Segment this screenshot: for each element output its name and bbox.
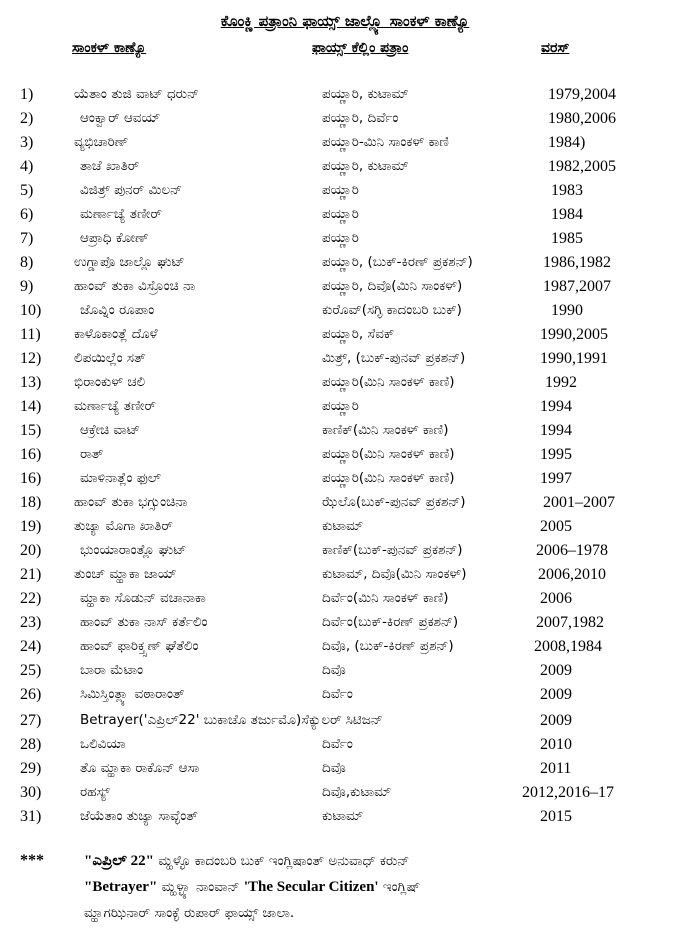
- list-item: [0, 398, 690, 420]
- item-year: 1986,1982: [543, 254, 611, 271]
- list-item: [0, 494, 690, 516]
- item-publication: ಝೆಲೊ(ಬುಕ್-ಪುನವ್ ಪ್ರಕಶನ್): [322, 494, 466, 510]
- list-item: [0, 614, 690, 636]
- note-bold-betrayer: "Betrayer": [84, 879, 158, 895]
- item-year: 2006–1978: [536, 542, 608, 559]
- note-marker: ***: [20, 852, 44, 869]
- note-text-2: ಮ್ಹಳ್ಳ್ಯಾ ನಾಂವಾನ್: [161, 879, 240, 895]
- item-year: 2001–2007: [543, 494, 615, 511]
- list-item: [0, 230, 690, 252]
- item-title: ತುಂಚ್ ಮ್ಹಾಕಾ ಜಾಯ್: [74, 566, 177, 582]
- column-header-title: ಸಾಂಕಳ್ ಕಾಣ್ಯೊ: [72, 40, 147, 56]
- item-publication: ಪಯ್ಣಾರಿ, ಸೆವಕ್: [322, 326, 395, 342]
- note-line-2: [84, 879, 420, 896]
- item-publication: ದಿರ್ವೆಂ(ಮಿನಿ ಸಾಂಕಳ್ ಕಾಣಿ): [322, 590, 449, 606]
- item-title: ಆಕ್ರೇಚಿ ವಾಟ್: [80, 422, 140, 438]
- item-publication: ಕುಟಾಮ್, ದಿವೊ(ಮಿನಿ ಸಾಂಕಳ್): [322, 566, 467, 582]
- item-number: 7): [20, 230, 34, 247]
- item-title: ತಾಚೆ ಖಾತಿರ್: [80, 158, 140, 174]
- item-number: 4): [20, 158, 34, 175]
- list-item: [0, 662, 690, 684]
- list-item: [0, 518, 690, 540]
- item-title: ಲಿಪಯಿಲ್ಲೆಂ ಸತ್: [74, 350, 146, 366]
- item-publication: ಪಯ್ಣಾರಿ(ಮಿನಿ ಸಾಂಕಳ್ ಕಾಣಿ): [322, 470, 455, 486]
- item-publication: ದಿರ್ವೆಂ: [322, 686, 353, 702]
- item-year: 1992: [545, 374, 577, 391]
- list-item: [0, 158, 690, 180]
- item-number: 22): [20, 590, 42, 607]
- item-number: 30): [20, 784, 42, 801]
- item-number: 24): [20, 638, 42, 655]
- note-line-1: [84, 852, 409, 870]
- item-number: 28): [20, 736, 42, 753]
- list-item: [0, 566, 690, 588]
- item-year: 1990,2005: [540, 326, 608, 343]
- item-title: ವಿಜಿತ್ರ್ ಪುನರ್ ಮಿಲನ್: [80, 182, 183, 198]
- item-publication: ಪಯ್ಣಾರಿ, ಕುಟಾಮ್: [322, 86, 409, 102]
- item-year: 2008,1984: [534, 638, 602, 655]
- item-title: ಜೊವ್ನಿಂ ರೂಪಾಂ: [80, 302, 155, 318]
- item-number: 13): [20, 374, 42, 391]
- list-item: [0, 278, 690, 300]
- note-line-3: [84, 905, 294, 921]
- item-title: ಕಾಳೊಕಾಂತ್ಲೆ ದೊಳೆ: [74, 326, 158, 342]
- column-header-publication: ಫಾಯ್ಸ್ ಕೆಲ್ಲಿಂ ಪತ್ರಾಂ: [312, 40, 409, 56]
- item-title: Betrayer('ಎಪ್ರಿಲ್22' ಬುಕಾಚೊ ತರ್ಜುಮೊ)ಸೆಕ್ಯುಲರ್ ಸಿಟಿಜನ್: [80, 712, 383, 728]
- item-year: 1994: [540, 398, 572, 415]
- item-number: 8): [20, 254, 34, 271]
- item-publication: ಪಯ್ಣಾರಿ, ಕುಟಾಮ್: [322, 158, 409, 174]
- item-title: ಹಾಂವ್ ತುಕಾ ನಾಸ್ ಕರ್ತೆಲಿಂ: [80, 614, 208, 630]
- item-publication: ಪಯ್ಣಾರಿ-ಮಿನಿ ಸಾಂಕಳ್ ಕಾಣಿ: [322, 134, 449, 150]
- item-year: 2015: [540, 808, 572, 825]
- item-year: 2006,2010: [538, 566, 606, 583]
- item-publication: ದಿವೊ,ಕುಟಾಮ್: [322, 784, 392, 800]
- item-publication: ಪಯ್ಣಾರಿ: [322, 230, 359, 246]
- item-title: ತುಜ್ಯಾ ಮೊಗಾ ಖಾತಿರ್: [74, 518, 173, 534]
- item-title: ಆಂಕ್ವಾರ್ ಆವಯ್: [80, 110, 161, 126]
- item-number: 6): [20, 206, 34, 223]
- note-bold-april22: "ಎಪ್ರಿಲ್ 22": [84, 853, 154, 869]
- item-number: 3): [20, 134, 34, 151]
- item-title: ಬಾರಾ ಮೆಟಾಂ: [80, 662, 144, 678]
- item-year: 1979,2004: [548, 86, 616, 103]
- item-year: 1995: [540, 446, 572, 463]
- list-item: [0, 470, 690, 492]
- item-title: ವ್ಯಭಿಚಾರಿಣ್: [74, 134, 129, 150]
- item-number: 15): [20, 422, 42, 439]
- item-year: 2012,2016–17: [522, 784, 614, 801]
- item-publication: ಪಯ್ಣಾರಿ(ಮಿನಿ ಸಾಂಕಳ್ ಕಾಣಿ): [322, 446, 455, 462]
- item-number: 23): [20, 614, 42, 631]
- item-year: 2009: [540, 662, 572, 679]
- item-title: ಯೆತಾಂ ತುಜಿ ವಾಟ್ ಧರುನ್: [74, 86, 199, 102]
- list-item: [0, 326, 690, 348]
- item-publication: ದಿವೊ, (ಬುಕ್-ಕಿರಣ್ ಪ್ರಶನ್): [322, 638, 454, 654]
- item-number: 31): [20, 808, 42, 825]
- item-title: ಒಲಿವಿಯಾ: [80, 736, 126, 752]
- note-text-3: ಇಂಗ್ಲಿಷ್: [382, 879, 421, 895]
- item-title: ರಹಸ್ಯ್: [80, 784, 110, 800]
- item-title: ಮ್ಹಾಕಾ ಸೊಡುನ್ ವಚಾನಾಕಾ: [80, 590, 206, 606]
- item-number: 20): [20, 542, 42, 559]
- document-title: ಕೊಂಕ್ಣಿ ಪತ್ರಾಂನಿ ಫಾಯ್ಸ್ ಜಾಲ್ಲ್ಯೊ ಸಾಂಕಳ್ ಕಾಣ್ಯೊ: [220, 12, 470, 30]
- item-title: ಹಾಂವ್ ತುಕಾ ಭಗ್ಸುಂಚಿನಾ: [74, 494, 188, 510]
- item-publication: ಕುಟಾಮ್: [322, 808, 364, 824]
- list-item: [0, 446, 690, 468]
- item-title: ಮಾಳಿನಾತ್ಲೆಂ ಫುಲ್: [80, 470, 161, 486]
- list-item: [0, 422, 690, 444]
- list-item: [0, 254, 690, 276]
- item-year: 2009: [540, 712, 572, 729]
- item-number: 19): [20, 518, 42, 535]
- item-number: 29): [20, 760, 42, 777]
- item-year: 1990: [551, 302, 583, 319]
- item-number: 10): [20, 302, 42, 319]
- item-publication: ಮಿತ್ರ್, (ಬುಕ್-ಪುನವ್ ಪ್ರಕಶನ್): [322, 350, 466, 366]
- item-title: ಜೆಯೆತಾಂ ತುಜ್ಯಾ ಸಾವ್ಳೆಂತ್: [80, 808, 198, 824]
- item-year: 1985: [551, 230, 583, 247]
- list-item: [0, 302, 690, 324]
- item-title: ಆಪ್ರಾಧಿ ಕೋಣ್: [80, 230, 149, 246]
- item-title: ಹಾಂವ್ ಫಾರಿಕ್ತ್ಸಣ್ ಘೆತೆಲಿಂ: [80, 638, 199, 654]
- item-number: 25): [20, 662, 42, 679]
- item-title: ಮರ್ಣಾಚ್ಯೆ ತಣೀರ್: [80, 206, 162, 222]
- item-title: ಭುಂಯಾರಾಂತ್ಲೊ ಘುಟ್: [80, 542, 187, 558]
- item-year: 1984): [548, 134, 586, 151]
- item-publication: ಕುಟಾಮ್: [322, 518, 364, 534]
- item-publication: ಪಯ್ಣಾರಿ, ದಿವೊ(ಮಿನಿ ಸಾಂಕಳ್): [322, 278, 463, 294]
- item-title: ತೊ ಮ್ಹಾಕಾ ರಾಕೊನ್ ಆಸಾ: [80, 760, 200, 776]
- item-publication: ಪಯ್ಣಾರಿ, ದಿರ್ವೆಂ: [322, 110, 399, 126]
- item-number: 1): [20, 86, 34, 103]
- note-text-4: ಮ್ಹಾಗಝಿನಾರ್ ಸಾಂಕ್ಳೆ ರುಪಾರ್ ಫಾಯ್ಸ್ ಜಾಲಾ.: [84, 905, 295, 921]
- item-year: 2005: [540, 518, 572, 535]
- item-publication: ದಿರ್ವೆಂ: [322, 736, 353, 752]
- list-item: [0, 542, 690, 564]
- item-title: ಮರ್ಣಾಚ್ಯೆ ತಣೀರ್: [74, 398, 156, 414]
- item-year: 2007,1982: [536, 614, 604, 631]
- list-item: [0, 736, 690, 758]
- item-year: 1983: [551, 182, 583, 199]
- list-item: [0, 590, 690, 612]
- item-publication: ಕಾಣಿಕ್(ಬುಕ್-ಪುನವ್ ಪ್ರಕಶನ್): [322, 542, 463, 558]
- item-number: 26): [20, 686, 42, 703]
- item-year: 2009: [540, 686, 572, 703]
- item-publication: ದಿರ್ವೆಂ(ಬುಕ್-ಕಿರಣ್ ಪ್ರಕಶನ್): [322, 614, 459, 630]
- list-item: [0, 686, 690, 708]
- item-publication: ಪಯ್ಣಾರಿ: [322, 182, 359, 198]
- column-header-year: ವರಸ್: [541, 40, 570, 56]
- item-number: 2): [20, 110, 34, 127]
- item-publication: ಪಯ್ಣಾರಿ: [322, 398, 359, 414]
- item-year: 1990,1991: [540, 350, 608, 367]
- list-item: [0, 110, 690, 132]
- item-title: ರಾತ್: [80, 446, 104, 462]
- item-number: 16): [20, 446, 42, 463]
- note-text-1: ಮ್ಹಳ್ಳೊ ಕಾದಂಬರಿ ಬುಕ್ ಇಂಗ್ಲಿಷಾಂತ್ ಅನುವಾಧ್ ಕರುನ್: [158, 853, 410, 869]
- item-number: 11): [20, 326, 41, 343]
- item-number: 9): [20, 278, 34, 295]
- list-item: [0, 374, 690, 396]
- item-number: 21): [20, 566, 42, 583]
- item-number: 14): [20, 398, 42, 415]
- item-year: 2006: [540, 590, 572, 607]
- item-publication: ಕುರೊವ್(ಸಗ್ಳಿ ಕಾದಂಬರಿ ಬುಕ್): [322, 302, 462, 318]
- item-year: 1984: [551, 206, 583, 223]
- list-item: [0, 182, 690, 204]
- item-title: ಸಿಮಿಸ್ತಿಂತ್ಲ್ಯಾ ವಠಾರಾಂತ್: [80, 686, 185, 702]
- item-publication: ಕಾಣಿಕ್(ಮಿನಿ ಸಾಂಕಳ್ ಕಾಣಿ): [322, 422, 449, 438]
- item-title: ಹಾಂವ್ ತುಕಾ ವಿಸ್ರೊಂಚಿ ನಾ: [74, 278, 196, 294]
- item-publication: ಪಯ್ಣಾರಿ(ಮಿನಿ ಸಾಂಕಳ್ ಕಾಣಿ): [322, 374, 455, 390]
- item-number: 18): [20, 494, 42, 511]
- item-publication: ದಿವೊ: [322, 662, 346, 678]
- list-item: [0, 134, 690, 156]
- item-year: 1980,2006: [548, 110, 616, 127]
- list-item: [0, 712, 690, 734]
- item-number: 12): [20, 350, 42, 367]
- item-title: ಉಗ್ಡಾಪೊ ಜಾಲ್ಲೊ ಘುಟ್: [74, 254, 185, 270]
- item-number: 5): [20, 182, 34, 199]
- list-item: [0, 638, 690, 660]
- list-item: [0, 350, 690, 372]
- list-item: [0, 206, 690, 228]
- item-publication: ದಿವೊ: [322, 760, 346, 776]
- list-item: [0, 784, 690, 806]
- list-item: [0, 760, 690, 782]
- item-year: 1997: [540, 470, 572, 487]
- note-bold-secular-citizen: 'The Secular Citizen': [243, 879, 379, 895]
- item-publication: ಪಯ್ಣಾರಿ, (ಬುಕ್-ಕಿರಣ್ ಪ್ರಕಶನ್): [322, 254, 473, 270]
- list-item: [0, 86, 690, 108]
- item-year: 2011: [540, 760, 572, 777]
- item-year: 1987,2007: [543, 278, 611, 295]
- item-number: 27): [20, 712, 42, 729]
- item-publication: ಪಯ್ಣಾರಿ: [322, 206, 359, 222]
- item-title: ಭಿರಾಂಕುಳ್ ಚಲಿ: [74, 374, 146, 390]
- list-item: [0, 808, 690, 830]
- item-number: 16): [20, 470, 42, 487]
- item-year: 1994: [540, 422, 572, 439]
- item-year: 2010: [540, 736, 572, 753]
- item-year: 1982,2005: [548, 158, 616, 175]
